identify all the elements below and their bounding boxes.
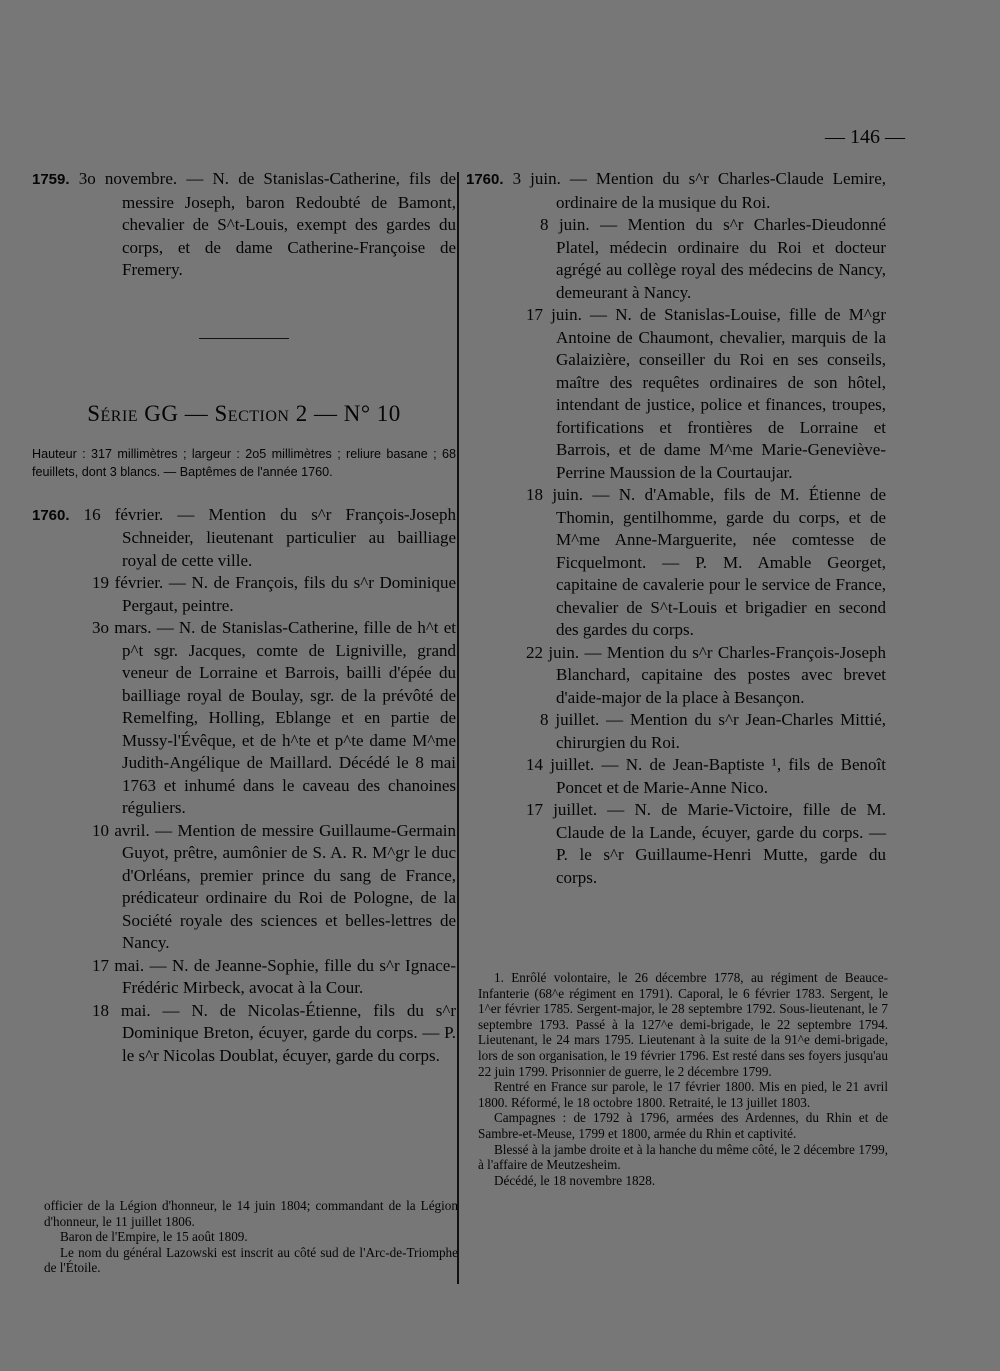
- list-item: 8 juin. — Mention du s^r Charles-Dieudonné Platel, médecin ordinaire du Roi et docteur agrégé au collège royal des médecins de Nancy, demeurant à Nancy.: [540, 215, 886, 302]
- column-divider: [457, 172, 459, 1284]
- section-separator: [199, 338, 289, 339]
- list-item: 8 juillet. — Mention du s^r Jean-Charles Mittié, chirurgien du Roi.: [540, 710, 886, 752]
- footnote: 1. Enrôlé volontaire, le 26 décembre 1778, au régiment de Beauce-Infanterie (68^e régiment en 1791). Caporal, le 6 février 1783. Sergent, le 1^er février 1785. Sergent-major, le 28 septembre 1792. Sous-lieutenant, le 7 septembre 1793. Passé à la 127^e demi-brigade, le 22 septembre 1794. Lieutenant, le 24 mars 1795. Lieutenant à la suite de la 91^e demi-brigade, lors de son organisation, le 19 février 1796. Est resté dans ses foyers jusqu'au 22 juin 1799. Prisonnier de guerre, le 2 décembre 1799.: [478, 970, 888, 1079]
- list-item: 19 février. — N. de François, fils du s^r Dominique Pergaut, peintre.: [92, 573, 456, 615]
- left-column: [32, 168, 456, 1067]
- footnote: Décédé, le 18 novembre 1828.: [494, 1172, 656, 1188]
- list-item: 3o mars. — N. de Stanislas-Catherine, fille de h^t et p^t sgr. Jacques, comte de Ligniville, grand veneur de Lorraine et Barrois, bailli d'épée du bailliage royal de Boulay, sgr. de la prévôté de Remelfing, Holling, Eblange et en partie de Mussy-l'Évêque, et de h^te et p^te dame M^me Judith-Angélique de Maillard. Décédé le 8 mai 1763 et inhumé dans le caveau des chanoines réguliers.: [92, 618, 456, 817]
- list-item: 10 avril. — Mention de messire Guillaume-Germain Guyot, prêtre, aumônier de S. A. R. M^gr le duc d'Orléans, premier prince du sang de France, prédicateur ordinaire du Roi de Pologne, de la Société royale des sciences et belles-lettres de Nancy.: [92, 820, 456, 952]
- footnote: Le nom du général Lazowski est inscrit au côté sud de l'Arc-de-Triomphe de l'Étoile.: [44, 1244, 458, 1276]
- list-item: [466, 168, 886, 214]
- list-item: 18 mai. — N. de Nicolas-Étienne, fils du s^r Dominique Breton, écuyer, garde du corps. — P. le s^r Nicolas Doublat, écuyer, garde du corps.: [92, 1000, 456, 1065]
- footnote: officier de la Légion d'honneur, le 14 juin 1804; commandant de la Légion d'honneur, le 11 juillet 1806.: [44, 1198, 458, 1229]
- entry-text: 3 juin. — Mention du s^r Charles-Claude Lemire, ordinaire de la musique du Roi.: [512, 169, 887, 212]
- left-footnotes: [44, 1198, 458, 1276]
- series-description: Hauteur : 317 millimètres ; largeur : 2o5 millimètres ; reliure basane ; 68 feuillets, dont 3 blancs. — Baptêmes de l'année 1760.: [32, 446, 456, 479]
- footnote: Blessé à la jambe droite et à la hanche du même côté, le 2 décembre 1799, à l'affaire de Meutzesheim.: [478, 1141, 888, 1173]
- series-title: Série GG — Section 2 — N° 10: [87, 400, 401, 426]
- list-item: 22 juin. — Mention du s^r Charles-François-Joseph Blanchard, capitaine des postes avec brevet d'aide-major de la place à Besançon.: [526, 642, 886, 707]
- list-item: 18 juin. — N. d'Amable, fils de M. Étienne de Thomin, gentilhomme, garde du corps, et de M^me Anne-Marguerite, née comtesse de Ficquelmont. — P. M. Amable Georget, capitaine de cavalerie pour le service de France, chevalier de S^t-Louis et brigadier en second des gardes du corps.: [526, 485, 886, 639]
- entry-year: 1759.: [32, 171, 70, 188]
- list-item: 17 juillet. — N. de Marie-Victoire, fille de M. Claude de la Lande, écuyer, garde du corps. — P. le s^r Guillaume-Henri Mutte, garde du corps.: [526, 800, 886, 887]
- entry-year: 1760.: [32, 506, 70, 524]
- list-item: 17 juin. — N. de Stanislas-Louise, fille de M^gr Antoine de Chaumont, chevalier, marquis de la Galaizière, conseiller du Roi en ses conseils, maître des requêtes ordinaires de son hôtel, intendant de justice, police et finances, troupes, fortifications et frontières de Lorraine et Barrois, et de dame M^me Marie-Geneviève-Perrine Maussion de la Courtaujar.: [526, 305, 886, 482]
- entry-text: 3o novembre. — N. de Stanislas-Catherine, fils de messire Joseph, baron Redoubté de Bamont, chevalier de S^t-Louis, exempt des gardes du corps, et de dame Catherine-Françoise de Fremery.: [78, 169, 456, 279]
- entry-year: 1760.: [466, 171, 504, 188]
- list-item: 14 juillet. — N. de Jean-Baptiste ¹, fils de Benoît Poncet et de Marie-Anne Nico.: [526, 755, 886, 797]
- list-item: [32, 504, 456, 573]
- footnote: Rentré en France sur parole, le 17 février 1800. Mis en pied, le 21 avril 1800. Réformé, le 18 octobre 1800. Retraité, le 13 juillet 1803.: [478, 1079, 888, 1110]
- page-number: — 146 —: [825, 126, 905, 148]
- right-column: [466, 168, 886, 889]
- entry-text: 16 février. — Mention du s^r François-Joseph Schneider, lieutenant particulier au bailliage royal de cette ville.: [83, 504, 456, 570]
- list-item: 17 mai. — N. de Jeanne-Sophie, fille du s^r Ignace-Frédéric Mirbeck, avocat à la Cour.: [92, 955, 456, 997]
- entry-1759: [32, 168, 456, 282]
- right-footnotes: [478, 970, 888, 1188]
- footnote: Baron de l'Empire, le 15 août 1809.: [60, 1229, 248, 1245]
- footnote: Campagnes : de 1792 à 1796, armées des Ardennes, du Rhin et de Sambre-et-Meuse, 1799 et 1800, armée du Rhin et captivité.: [478, 1110, 888, 1141]
